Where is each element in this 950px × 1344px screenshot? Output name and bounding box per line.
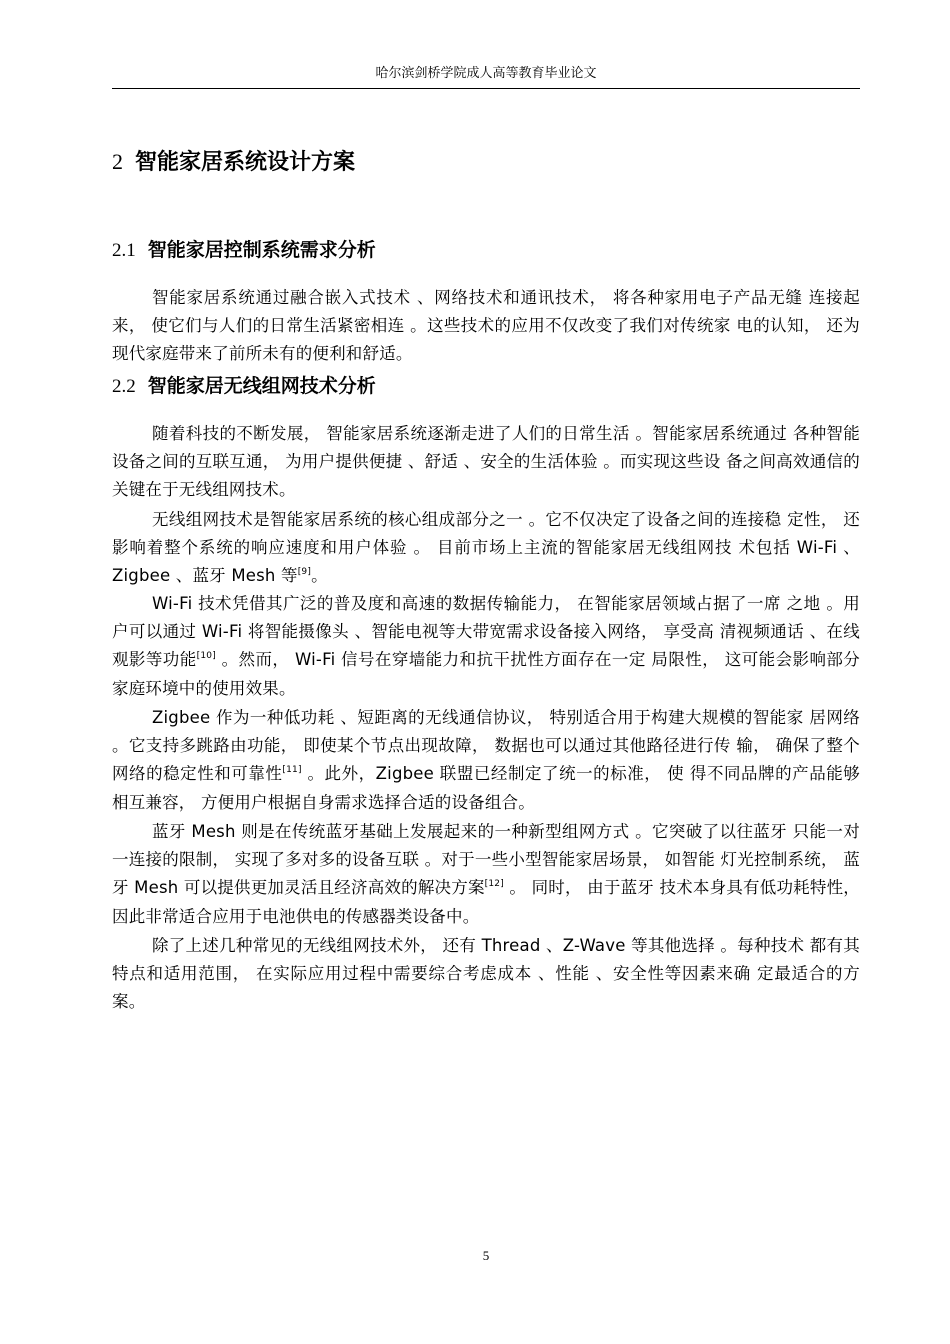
citation-ref: [12] bbox=[484, 879, 504, 890]
paragraph-wireless-overview bbox=[112, 506, 860, 591]
section-number: 2.2 bbox=[112, 376, 136, 397]
chapter-title-text: 智能家居系统设计方案 bbox=[135, 150, 356, 175]
paragraph-text: 。然而， Wi-Fi 信号在穿墙能力和抗干扰性方面存在一定 局限性， 这可能会影响部分家庭环境中的使用效果。 bbox=[112, 650, 861, 698]
citation-ref: [11] bbox=[282, 765, 302, 776]
paragraph-intro: 随着科技的不断发展， 智能家居系统逐渐走进了人们的日常生活 。智能家居系统通过 各种智能设备之间的互联互通， 为用户提供便捷 、舒适 、安全的生活体验 。而实现这些设 备之间高效通信的关键在于无线组网技术。 bbox=[112, 424, 860, 500]
paragraph-bluetooth-mesh bbox=[112, 818, 860, 931]
paragraph-wifi bbox=[112, 590, 860, 703]
paragraph-text: 。此外，Zigbee 联盟已经制定了统一的标准， 使 得不同品牌的产品能够相互兼容， 方便用户根据自身需求选择合适的设备组合。 bbox=[112, 764, 861, 812]
chapter-title bbox=[112, 146, 355, 179]
section-title-2-1 bbox=[112, 236, 376, 265]
paragraph-text: 。 bbox=[311, 566, 328, 586]
header-rule bbox=[112, 88, 860, 89]
section-title-text: 智能家居控制系统需求分析 bbox=[147, 239, 376, 261]
paragraph-text: 无线组网技术是智能家居系统的核心组成部分之一 。它不仅决定了设备之间的连接稳 定性， 还影响着整个系统的响应速度和用户体验 。 目前市场上主流的智能家居无线组网技 术包括 Wi-Fi 、Zigbee 、蓝牙 Mesh 等 bbox=[112, 510, 860, 586]
paragraph-2-1: 智能家居系统通过融合嵌入式技术 、网络技术和通讯技术， 将各种家用电子产品无缝 连接起来， 使它们与人们的日常生活紧密相连 。这些技术的应用不仅改变了我们对传统家 电的认知， 还为现代家庭带来了前所未有的便利和舒适。 bbox=[112, 288, 860, 364]
paragraph-text: 蓝牙 Mesh 则是在传统蓝牙基础上发展起来的一种新型组网方式 。它突破了以往蓝牙 只能一对一连接的限制， 实现了多对多的设备互联 。对于一些小型智能家居场景， 如智能 灯光控制系统， 蓝牙 Mesh 可以提供更加灵活且经济高效的解决方案 bbox=[112, 822, 860, 898]
paragraph-text: Zigbee 作为一种低功耗 、短距离的无线通信协议， 特别适合用于构建大规模的智能家 居网络 。它支持多跳路由功能， 即使某个节点出现故障， 数据也可以通过其他路径进行传 输， 确保了整个网络的稳定性和可靠性 bbox=[112, 708, 860, 784]
chapter-number: 2 bbox=[112, 149, 123, 174]
paragraph-text: Wi-Fi 技术凭借其广泛的普及度和高速的数据传输能力， 在智能家居领域占据了一席 之地 。用户可以通过 Wi-Fi 将智能摄像头 、智能电视等大带宽需求设备接入网络， 享受高 清视频通话 、在线观影等功能 bbox=[112, 594, 860, 670]
page-number: 5 bbox=[482, 1248, 490, 1263]
citation-ref: [9] bbox=[297, 567, 312, 578]
running-header: 哈尔滨剑桥学院成人高等教育毕业论文 bbox=[375, 66, 597, 81]
paragraph-text: 。 同时， 由于蓝牙 技术本身具有低功耗特性， 因此非常适合应用于电池供电的传感器类设备中。 bbox=[112, 878, 860, 926]
section-title-text: 智能家居无线组网技术分析 bbox=[147, 375, 376, 397]
section-title-2-2 bbox=[112, 372, 376, 401]
paragraph-other-tech: 除了上述几种常见的无线组网技术外， 还有 Thread 、Z-Wave 等其他选择 。每种技术 都有其特点和适用范围， 在实际应用过程中需要综合考虑成本 、性能 、安全性等因素来确 定最适合的方案。 bbox=[112, 936, 860, 1012]
citation-ref: [10] bbox=[196, 651, 216, 662]
section-number: 2.1 bbox=[112, 240, 136, 261]
paragraph-zigbee bbox=[112, 704, 860, 817]
